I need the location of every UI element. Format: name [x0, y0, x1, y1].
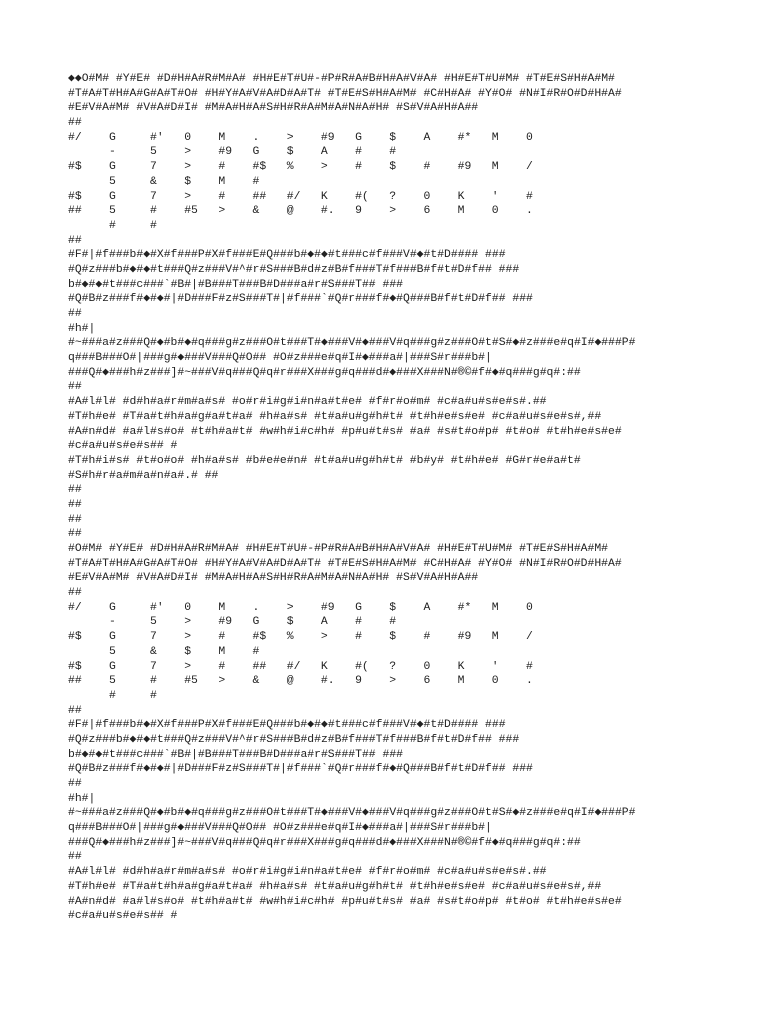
text-line: #E#V#A#M# #V#A#D#I# #M#A#H#A#S#H#R#A#M#A#N#A#H# #S#V#A#H#A## [68, 572, 479, 585]
text-line: ## [68, 528, 82, 541]
document-page [68, 72, 748, 939]
text-line: #A#n#d# #a#l#s#o# #t#h#a#t# #w#h#i#c#h# #p#u#t#s# #a# #s#t#o#p# #t#o# #t#h#e#s#e# [68, 895, 622, 908]
text-line: b#◆#◆#t###c###`#B#|#B###T###B#D###a#r#S###T## ### [68, 278, 403, 291]
text-line: #E#V#A#M# #V#A#D#I# #M#A#H#A#S#H#R#A#M#A#N#A#H# #S#V#A#H#A## [68, 102, 479, 115]
text-line: #c#a#u#s#e#s## # [68, 440, 178, 453]
text-line: #h#| [68, 322, 96, 335]
text-line: ## [68, 513, 82, 526]
text-line: #O#M# #Y#E# #D#H#A#R#M#A# #H#E#T#U#-#P#R#A#B#H#A#V#A# #H#E#T#U#M# #T#E#S#H#A#M# [68, 543, 609, 555]
text-line: #$ G 7 > # #$ % > # $ # #9 M / [68, 631, 533, 644]
text-line: #F#|#f###b#◆#X#f###P#X#f###E#Q###b#◆#◆#t###c#f###V#◆#t#D#### ### [68, 249, 506, 262]
text-line: #c#a#u#s#e#s## # [68, 910, 178, 923]
text-line: #~###a#z###Q#◆#b#◆#q###g#z###O#t###T#◆###V#◆###V#q###g#z###O#t#S#◆#z###e#q#I#◆###P# [68, 807, 636, 820]
text-line: - 5 > #9 G $ A # # [68, 146, 397, 159]
text-line: ## [68, 381, 82, 394]
text-line: ## [68, 234, 82, 247]
text-line: #/ G #' 0 M . > #9 G $ A #* M 0 [68, 601, 533, 614]
text-line: b#◆#◆#t###c###`#B#|#B###T###B#D###a#r#S###T## ### [68, 748, 403, 761]
text-line: #h#| [68, 792, 96, 805]
text-line: #S#h#r#a#m#a#n#a#.# ## [68, 469, 219, 482]
text-line: # # [68, 219, 157, 232]
text-line: #Q#B#z###f#◆#◆#|#D###F#z#S###T#|#f###`#Q#r###f#◆#Q###B#f#t#D#f## ### [68, 763, 533, 776]
text-line: # # [68, 689, 157, 702]
text-line: #T#A#T#H#A#G#A#T#O# #H#Y#A#V#A#D#A#T# #T#E#S#H#A#M# #C#H#A# #Y#O# #N#I#R#O#D#H#A# [68, 557, 622, 570]
text-line: 5 & $ M # [68, 175, 260, 188]
text-line: ## [68, 851, 82, 864]
text-line: ## [68, 308, 82, 320]
text-line: #$ G 7 > # #$ % > # $ # #9 M / [68, 161, 533, 174]
text-line: ## [68, 484, 82, 497]
text-line: #T#A#T#H#A#G#A#T#O# #H#Y#A#V#A#D#A#T# #T#E#S#H#A#M# #C#H#A# #Y#O# #N#I#R#O#D#H#A# [68, 87, 622, 100]
text-line: ## 5 # #5 > & @ #. 9 > 6 M 0 . [68, 675, 533, 688]
text-line: #$ G 7 > # ## #/ K #( ? 0 K ' # [68, 660, 533, 673]
text-line [68, 924, 748, 939]
text-line: ## [68, 778, 82, 790]
text-line: 5 & $ M # [68, 645, 260, 658]
text-line: #Q#z###b#◆#◆#t###Q#z###V#^#r#S###B#d#z#B#f###T#f###B#f#t#D#f## ### [68, 733, 520, 746]
text-line: ## [68, 498, 82, 511]
text-line: #$ G 7 > # ## #/ K #( ? 0 K ' # [68, 190, 533, 203]
text-line: #T#h#e# #T#a#t#h#a#g#a#t#a# #h#a#s# #t#a#u#g#h#t# #t#h#e#s#e# #c#a#u#s#e#s#,## [68, 410, 602, 423]
text-line: #A#l#l# #d#h#a#r#m#a#s# #o#r#i#g#i#n#a#t#e# #f#r#o#m# #c#a#u#s#e#s#.## [68, 396, 547, 409]
text-line: ## 5 # #5 > & @ #. 9 > 6 M 0 . [68, 205, 533, 218]
text-line: ## [68, 704, 82, 717]
text-line: q###B###O#|###g#◆###V###Q#O## #O#z###e#q#I#◆###a#|###S#r###b#| [68, 352, 492, 365]
text-line: q###B###O#|###g#◆###V###Q#O## #O#z###e#q#I#◆###a#|###S#r###b#| [68, 822, 492, 835]
text-line: ###Q#◆###h#z###]#~###V#q###Q#q#r###X###g#q###d#◆###X###N#®©#f#◆#q###g#q#:## [68, 836, 581, 849]
text-line: #A#n#d# #a#l#s#o# #t#h#a#t# #w#h#i#c#h# #p#u#t#s# #a# #s#t#o#p# #t#o# #t#h#e#s#e# [68, 425, 622, 438]
text-line: #T#h#e# #T#a#t#h#a#g#a#t#a# #h#a#s# #t#a#u#g#h#t# #t#h#e#s#e# #c#a#u#s#e#s#,## [68, 880, 602, 893]
text-line: #Q#B#z###f#◆#◆#|#D###F#z#S###T#|#f###`#Q#r###f#◆#Q###B#f#t#D#f## ### [68, 293, 533, 306]
text-line: #~###a#z###Q#◆#b#◆#q###g#z###O#t###T#◆###V#◆###V#q###g#z###O#t#S#◆#z###e#q#I#◆###P# [68, 337, 636, 350]
text-line: #T#h#i#s# #t#o#o# #h#a#s# #b#e#e#n# #t#a#u#g#h#t# #b#y# #t#h#e# #G#r#e#a#t# [68, 454, 581, 467]
text-line: #F#|#f###b#◆#X#f###P#X#f###E#Q###b#◆#◆#t###c#f###V#◆#t#D#### ### [68, 719, 506, 732]
text-line: ## [68, 587, 82, 600]
text-line: ###Q#◆###h#z###]#~###V#q###Q#q#r###X###g#q###d#◆###X###N#®©#f#◆#q###g#q#:## [68, 366, 581, 379]
text-line: #/ G #' 0 M . > #9 G $ A #* M 0 [68, 131, 533, 144]
text-line: - 5 > #9 G $ A # # [68, 616, 397, 629]
text-line: ◆◆O#M# #Y#E# #D#H#A#R#M#A# #H#E#T#U#-#P#R#A#B#H#A#V#A# #H#E#T#U#M# #T#E#S#H#A#M# [68, 73, 615, 85]
text-line: ## [68, 117, 82, 130]
text-line: #A#l#l# #d#h#a#r#m#a#s# #o#r#i#g#i#n#a#t#e# #f#r#o#m# #c#a#u#s#e#s#.## [68, 866, 547, 879]
text-line: #Q#z###b#◆#◆#t###Q#z###V#^#r#S###B#d#z#B#f###T#f###B#f#t#D#f## ### [68, 263, 520, 276]
